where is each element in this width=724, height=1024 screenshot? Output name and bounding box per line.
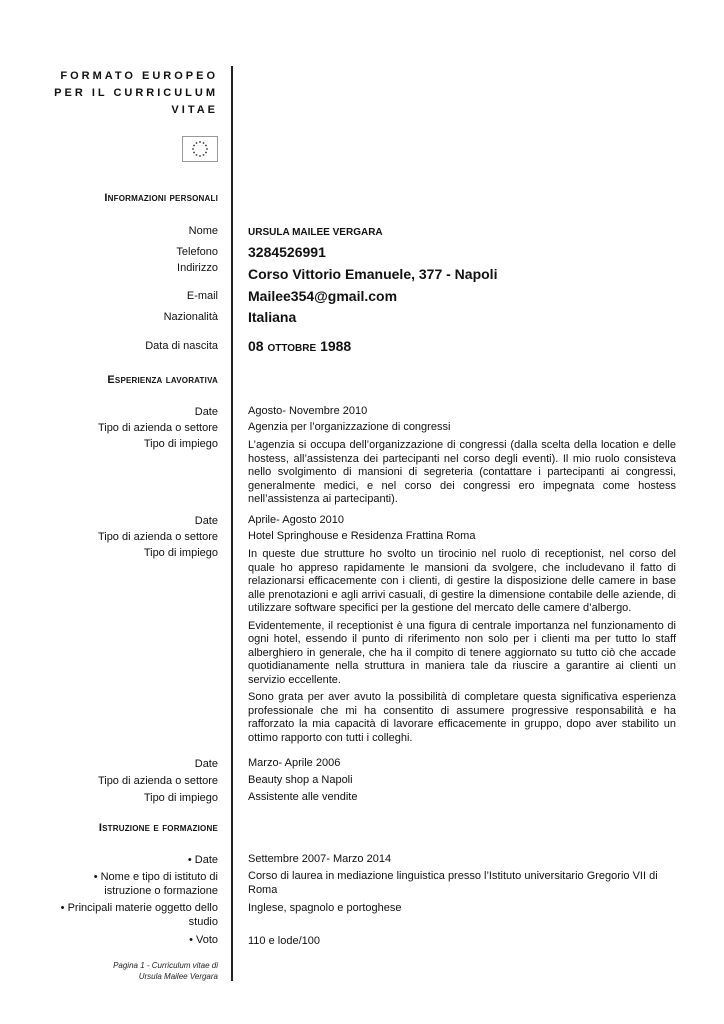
edu-date-label: • Date (187, 854, 218, 866)
edu-subjects-label: • Principali materie oggetto dello studio (60, 902, 218, 928)
job-2-paragraph-2: Evidentemente, il receptionist è una figura di centrale importanza nel funzionamento di ogni hotel, essendo il punto di riferimento non solo per i clienti ma per tutto lo staff alberghiero in generale, che ha il compito di tenere aggiornato su tutto ciò che accade quotidianamente nella struttura in maniera tale da riuscire a garantire ai clienti un servizio eccellente. (248, 619, 676, 686)
nationality-value: Italiana (248, 309, 297, 325)
job-3-type: Assistente alle vendite (248, 791, 358, 803)
email-value: Mailee354@gmail.com (248, 288, 398, 304)
edu-institute: Corso di laurea in mediazione linguistica presso l’Istituto universitario Gregorio VII di Roma (248, 870, 658, 896)
birth-year: 1988 (320, 338, 352, 354)
edu-date: Settembre 2007- Marzo 2014 (248, 853, 392, 865)
job-1-type-label: Tipo di impiego (143, 438, 218, 450)
title-line-1: FORMATO EUROPEO (60, 70, 218, 82)
page-footer (113, 960, 218, 982)
address-label: Indirizzo (177, 262, 218, 274)
footer-line-2: Ursula Mailee Vergara (138, 972, 218, 981)
birth-day: 08 (248, 338, 264, 354)
job-2-sector-label: Tipo di azienda o settore (97, 531, 218, 543)
edu-institute-label: • Nome e tipo di istituto di istruzione o formazione (93, 871, 218, 897)
job-1-paragraph: L’agenzia si occupa dell’organizzazione di congressi (dalla scelta della location e delle hostess, all’assistenza dei partecipanti nel corso degli eventi). Il mio ruolo consisteva nello svolgimento di mansioni di segreteria (contattare i partecipanti ai congressi, generalmente medici, e nel corso dei congressi ero impegnata come hostess nell’assistenza ai partecipanti). (248, 439, 676, 505)
address-value: Corso Vittorio Emanuele, 377 - Napoli (248, 266, 498, 282)
job-2-date-label: Date (194, 515, 218, 527)
edu-grade-label: • Voto (189, 934, 218, 946)
job-2-description (248, 548, 676, 749)
document-title (54, 68, 218, 119)
job-2-paragraph-1: In queste due strutture ho svolto un tirocinio nel ruolo di receptionist, nel corso del quale ho appreso rapidamente le mansioni da svolgere, che includevano il fatto di relazionarsi efficacemente con i clienti, di gestire la disposizione delle camere in base alle prenotazioni e agli arrivi casuali, di gestire la dimensione contabile delle aziende, di utilizzare software specifici per la gestione del mercato delle camere d’albergo. (248, 548, 676, 614)
job-3-sector: Beauty shop a Napoli (248, 774, 353, 786)
job-3-date-label: Date (194, 758, 218, 770)
phone-label: Telefono (176, 246, 218, 258)
job-3-sector-label: Tipo di azienda o settore (97, 775, 218, 787)
job-3-date: Marzo- Aprile 2006 (248, 757, 341, 769)
job-1-sector-label: Tipo di azienda o settore (97, 422, 218, 434)
job-2-date: Aprile- Agosto 2010 (248, 514, 345, 526)
job-2-paragraph-3: Sono grata per aver avuto la possibilità di completare questa significativa esperienza professionale che mi ha consentito di assumere progressive responsabilità e ha rafforzato la mia capacità di lavorare efficacemente in gruppo, dopo aver stabilito un ottimo rapporto con tutti i colleghi. (248, 691, 676, 744)
job-3-type-label: Tipo di impiego (143, 792, 218, 804)
job-1-date-label: Date (194, 406, 218, 418)
eu-flag-icon (182, 136, 218, 162)
vertical-divider (231, 66, 233, 981)
section-personal-info: Informazioni personali (104, 192, 218, 204)
job-1-date: Agosto- Novembre 2010 (248, 405, 368, 417)
birth-label: Data di nascita (145, 340, 218, 352)
job-2-sector: Hotel Springhouse e Residenza Frattina Roma (248, 530, 476, 542)
name-value: URSULA MAILEE VERGARA (248, 227, 383, 238)
footer-line-1: Pagina 1 - Curriculum vitae di (113, 961, 218, 970)
name-label: Nome (188, 225, 218, 237)
birth-month: ottobre (267, 338, 317, 354)
title-line-3: VITAE (171, 104, 218, 116)
section-education: Istruzione e formazione (98, 822, 218, 834)
job-1-sector: Agenzia per l’organizzazione di congressi (248, 421, 451, 433)
job-2-type-label: Tipo di impiego (143, 547, 218, 559)
birth-value (248, 337, 676, 355)
edu-subjects: Inglese, spagnolo e portoghese (248, 902, 402, 914)
job-1-description (248, 439, 676, 511)
title-line-2: PER IL CURRICULUM (54, 87, 218, 99)
email-label: E-mail (186, 290, 218, 302)
edu-grade: 110 e lode/100 (248, 935, 320, 947)
section-experience: Esperienza lavorativa (107, 374, 218, 386)
phone-value: 3284526991 (248, 244, 326, 260)
nationality-label: Nazionalità (163, 311, 218, 323)
